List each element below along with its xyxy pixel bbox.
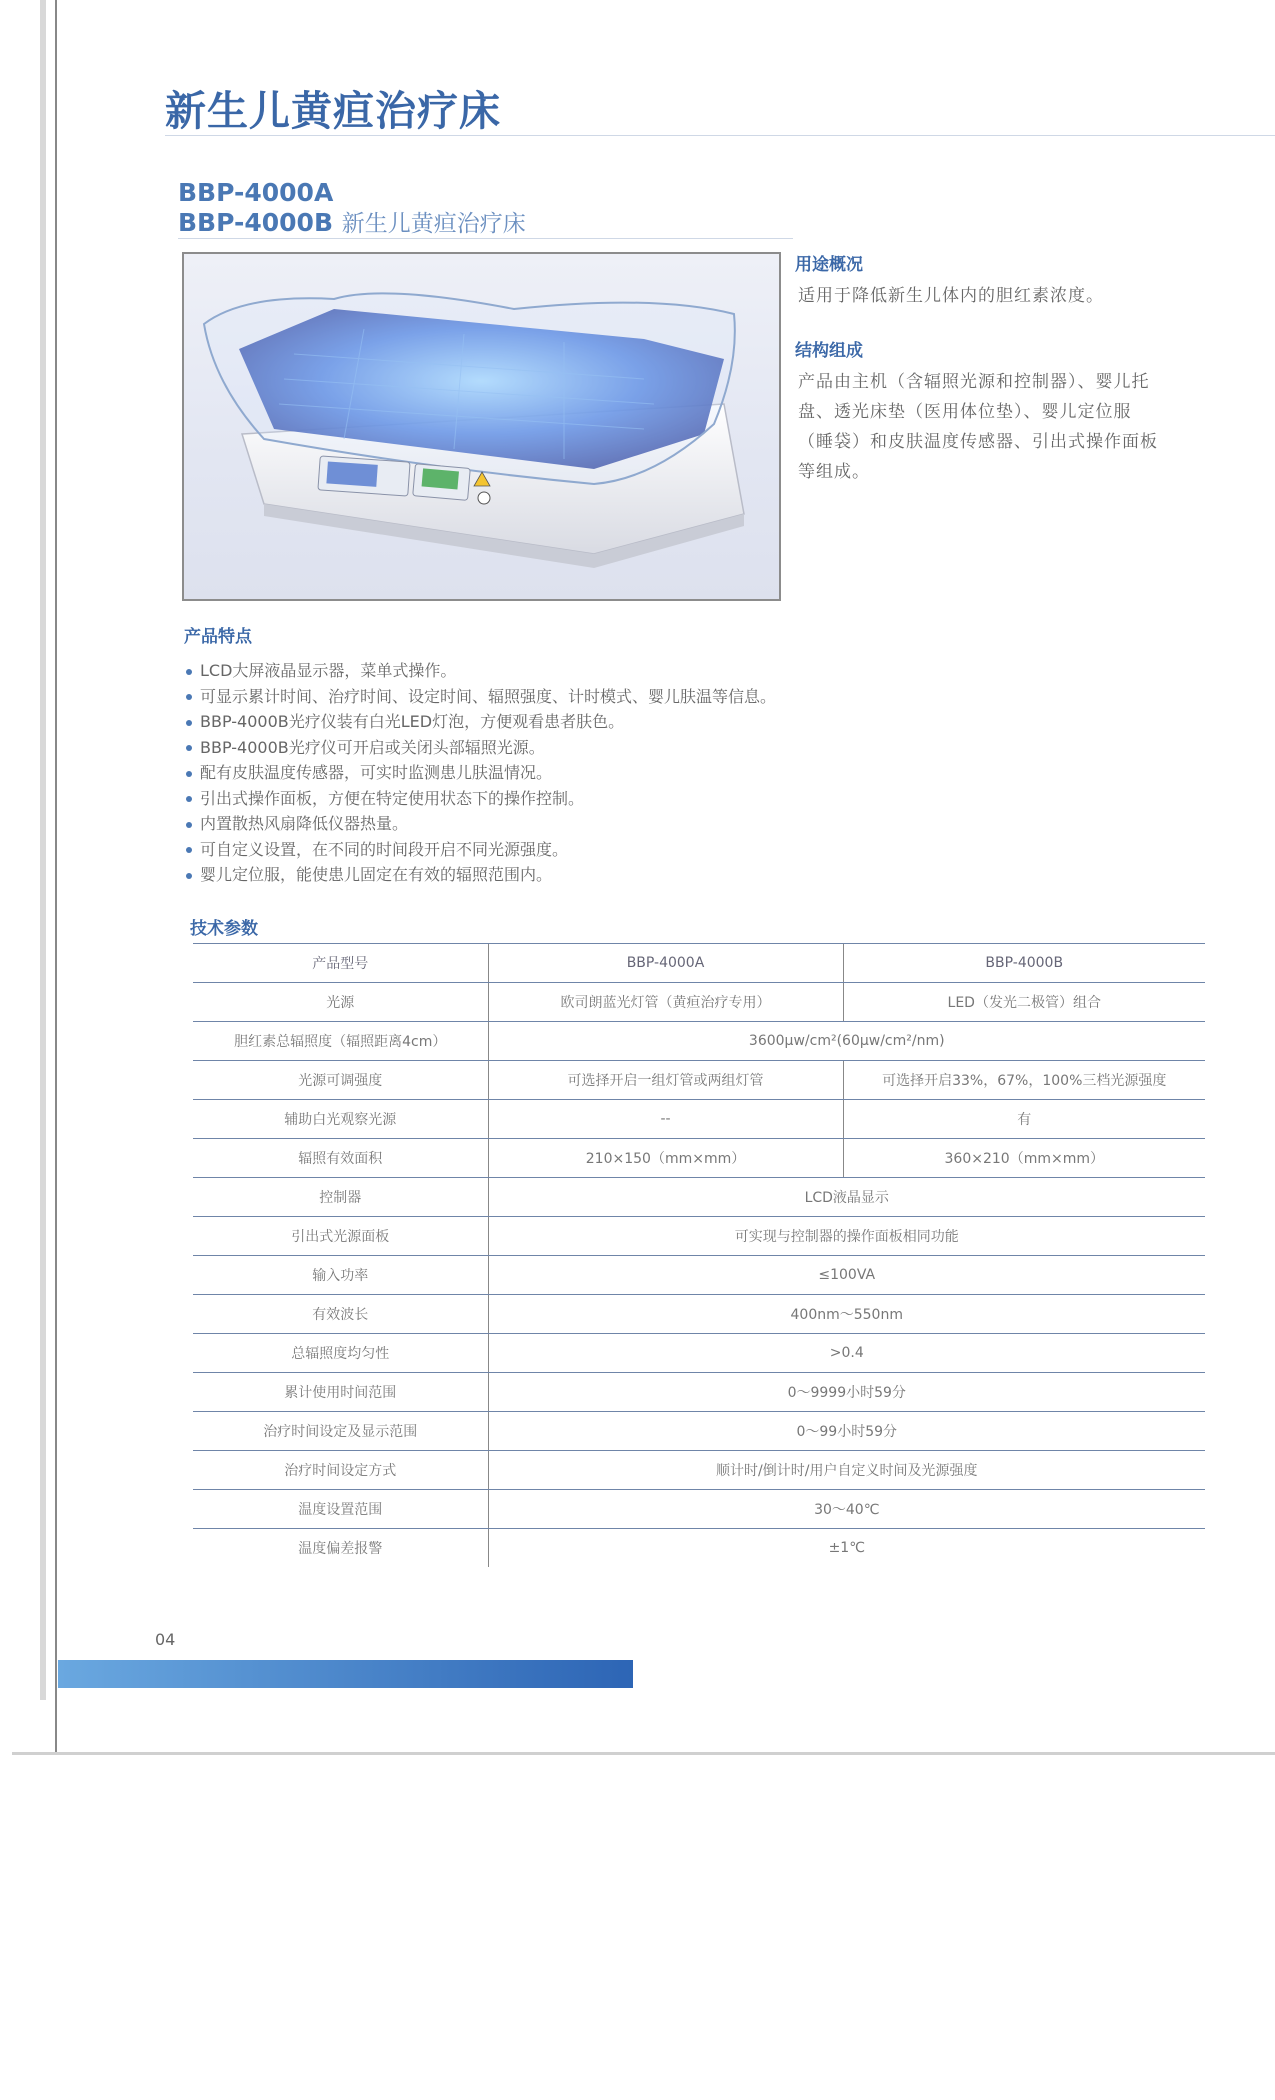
table-cell: -- xyxy=(488,1100,843,1139)
table-row xyxy=(193,1451,1205,1490)
table-cell: 胆红素总辐照度（辐照距离4cm） xyxy=(193,1022,488,1061)
structure-line: 产品由主机（含辐照光源和控制器）、婴儿托 xyxy=(798,372,1150,392)
table-header-row xyxy=(193,944,1205,983)
table-cell: 引出式光源面板 xyxy=(193,1217,488,1256)
model-divider xyxy=(178,238,793,239)
page-number: 04 xyxy=(155,1630,176,1649)
bullet-icon xyxy=(186,720,192,726)
table-cell: 温度设置范围 xyxy=(193,1490,488,1529)
table-cell: >0.4 xyxy=(488,1334,1205,1373)
table-cell: 可实现与控制器的操作面板相同功能 xyxy=(488,1217,1205,1256)
table-row xyxy=(193,983,1205,1022)
table-cell: ≤100VA xyxy=(488,1256,1205,1295)
table-cell: 累计使用时间范围 xyxy=(193,1373,488,1412)
table-row xyxy=(193,1022,1205,1061)
table-cell: LCD液晶显示 xyxy=(488,1178,1205,1217)
table-row xyxy=(193,1139,1205,1178)
features-heading: 产品特点 xyxy=(184,627,252,647)
table-cell: 总辐照度均匀性 xyxy=(193,1334,488,1373)
bullet-icon xyxy=(186,694,192,700)
bullet-icon xyxy=(186,771,192,777)
table-cell: 可选择开启33%，67%，100%三档光源强度 xyxy=(843,1061,1205,1100)
model-b-suffix: 新生儿黄疸治疗床 xyxy=(341,211,526,237)
table-row xyxy=(193,1334,1205,1373)
model-a-title: BBP-4000A xyxy=(178,178,334,207)
structure-line: 等组成。 xyxy=(798,462,870,482)
table-row xyxy=(193,1217,1205,1256)
phototherapy-bed-illustration xyxy=(184,254,779,599)
table-cell: 光源 xyxy=(193,983,488,1022)
bullet-icon xyxy=(186,847,192,853)
table-cell: 输入功率 xyxy=(193,1256,488,1295)
structure-line: 盘、透光床垫（医用体位垫）、婴儿定位服 xyxy=(798,402,1132,422)
table-cell: 辐照有效面积 xyxy=(193,1139,488,1178)
model-b-code: BBP-4000B xyxy=(178,208,334,237)
table-cell: 治疗时间设定及显示范围 xyxy=(193,1412,488,1451)
column-header: BBP-4000B xyxy=(843,944,1205,983)
table-cell: 0～99小时59分 xyxy=(488,1412,1205,1451)
bullet-icon xyxy=(186,669,192,675)
list-item: 配有皮肤温度传感器，可实时监测患儿肤温情况。 xyxy=(186,760,776,786)
table-cell: 3600μw/cm²(60μw/cm²/nm) xyxy=(488,1022,1205,1061)
title-divider xyxy=(165,135,1275,136)
table-row xyxy=(193,1178,1205,1217)
list-item: 可显示累计时间、治疗时间、设定时间、辐照强度、计时模式、婴儿肤温等信息。 xyxy=(186,684,776,710)
list-item: 可自定义设置，在不同的时间段开启不同光源强度。 xyxy=(186,837,776,863)
list-item: BBP-4000B光疗仪装有白光LED灯泡，方便观看患者肤色。 xyxy=(186,709,776,735)
footer-color-bar xyxy=(58,1660,633,1688)
table-cell: 顺计时/倒计时/用户自定义时间及光源强度 xyxy=(488,1451,1205,1490)
column-header: 产品型号 xyxy=(193,944,488,983)
bullet-icon xyxy=(186,745,192,751)
table-row xyxy=(193,1100,1205,1139)
list-item: 内置散热风扇降低仪器热量。 xyxy=(186,811,776,837)
list-item: 引出式操作面板，方便在特定使用状态下的操作控制。 xyxy=(186,786,776,812)
usage-text: 适用于降低新生儿体内的胆红素浓度。 xyxy=(798,286,1104,306)
table-cell: 辅助白光观察光源 xyxy=(193,1100,488,1139)
column-header: BBP-4000A xyxy=(488,944,843,983)
table-cell: 0～9999小时59分 xyxy=(488,1373,1205,1412)
table-cell: 可选择开启一组灯管或两组灯管 xyxy=(488,1061,843,1100)
page-bottom-edge xyxy=(12,1752,1275,1755)
table-row xyxy=(193,1412,1205,1451)
table-cell: 400nm～550nm xyxy=(488,1295,1205,1334)
table-cell: 210×150（mm×mm） xyxy=(488,1139,843,1178)
table-cell: 控制器 xyxy=(193,1178,488,1217)
list-item: BBP-4000B光疗仪可开启或关闭头部辐照光源。 xyxy=(186,735,776,761)
table-cell: 30～40℃ xyxy=(488,1490,1205,1529)
table-row xyxy=(193,1529,1205,1568)
table-row xyxy=(193,1490,1205,1529)
table-row xyxy=(193,1061,1205,1100)
page-title: 新生儿黄疸治疗床 xyxy=(165,87,501,135)
structure-line: （睡袋）和皮肤温度传感器、引出式操作面板 xyxy=(798,432,1158,452)
table-cell: 有效波长 xyxy=(193,1295,488,1334)
table-cell: 治疗时间设定方式 xyxy=(193,1451,488,1490)
table-cell: 有 xyxy=(843,1100,1205,1139)
table-cell: 欧司朗蓝光灯管（黄疸治疗专用） xyxy=(488,983,843,1022)
usage-heading: 用途概况 xyxy=(795,255,863,275)
spec-table xyxy=(193,943,1205,1567)
structure-text xyxy=(798,367,1158,487)
bullet-icon xyxy=(186,796,192,802)
table-cell: LED（发光二极管）组合 xyxy=(843,983,1205,1022)
model-b-title xyxy=(178,205,526,238)
bullet-icon xyxy=(186,822,192,828)
table-cell: 360×210（mm×mm） xyxy=(843,1139,1205,1178)
features-list xyxy=(186,658,776,888)
table-cell: 光源可调强度 xyxy=(193,1061,488,1100)
table-row xyxy=(193,1295,1205,1334)
table-row xyxy=(193,1256,1205,1295)
bullet-icon xyxy=(186,873,192,879)
page-spine xyxy=(40,0,46,1700)
list-item: 婴儿定位服，能使患儿固定在有效的辐照范围内。 xyxy=(186,862,776,888)
table-row xyxy=(193,1373,1205,1412)
list-item: LCD大屏液晶显示器，菜单式操作。 xyxy=(186,658,776,684)
product-photo xyxy=(182,252,781,601)
structure-heading: 结构组成 xyxy=(795,341,863,361)
specs-heading: 技术参数 xyxy=(190,919,258,939)
table-cell: ±1℃ xyxy=(488,1529,1205,1568)
table-cell: 温度偏差报警 xyxy=(298,1541,383,1557)
